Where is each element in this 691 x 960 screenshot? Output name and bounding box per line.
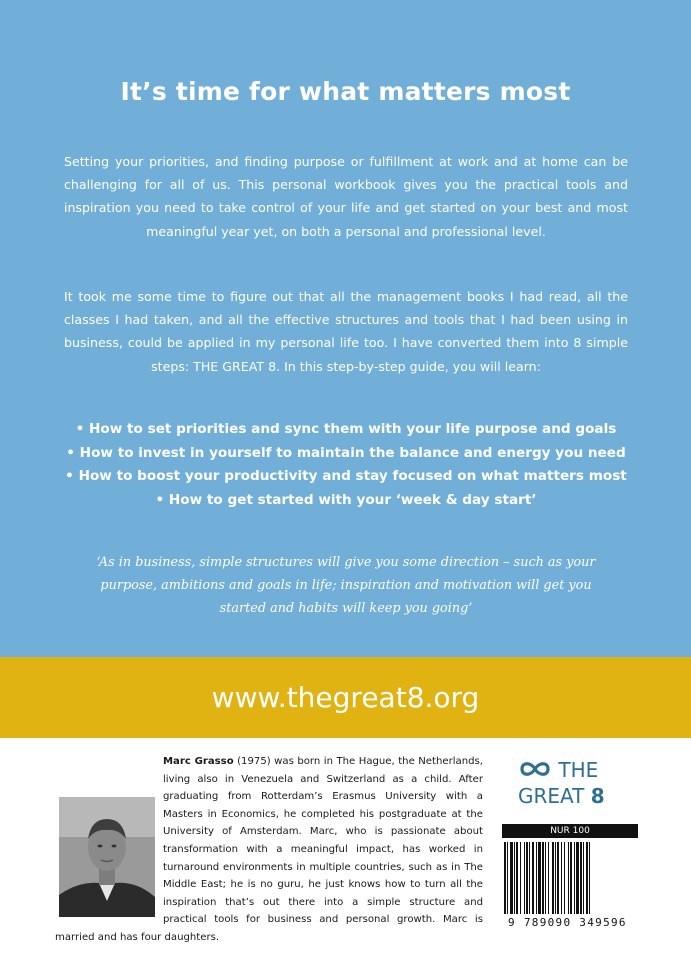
barcode-bar <box>589 842 590 914</box>
barcode-bar <box>576 842 579 914</box>
bullet-item: • How to invest in yourself to maintain the balance and energy you need <box>66 444 626 461</box>
bullet-item: • How to get started with your ‘week & day start’ <box>155 491 537 508</box>
author-name: Marc Grasso <box>163 756 234 767</box>
barcode <box>502 840 638 928</box>
isbn-number: 9 789090 349596 <box>508 916 627 929</box>
barcode-bar <box>561 842 562 914</box>
story-paragraph: It took me some time to figure out that all the management books I had read, all the classes I had taken, and all the effective structures and tools that I had been using in business, could be applied in my personal life too. I have converted them into 8 simple steps: THE GREAT 8. In this step-by-step guide, you will learn: <box>64 289 628 374</box>
barcode-bar <box>552 842 554 914</box>
infinity-icon <box>518 758 552 780</box>
barcode-bar <box>568 842 569 914</box>
nur-code: NUR 100 <box>502 824 638 838</box>
barcode-bar <box>526 842 528 914</box>
barcode-bar <box>520 842 521 914</box>
barcode-bar <box>524 842 525 914</box>
barcode-bar <box>555 842 556 914</box>
barcode-bar <box>574 842 575 914</box>
barcode-bar <box>516 842 518 914</box>
author-photo <box>59 797 155 917</box>
barcode-bar <box>548 842 549 914</box>
barcode-bar <box>570 842 572 914</box>
headline: It’s time for what matters most <box>120 77 571 106</box>
quote: ‘As in business, simple structures will give you some direction – such as your purpose, ambitions and goals in life; inspiration and motivation will get you started and habits will keep you going’ <box>96 555 596 617</box>
author-bio <box>55 753 483 947</box>
barcode-bar <box>504 842 506 914</box>
website-band <box>0 657 691 738</box>
intro-paragraph: Setting your priorities, and finding purpose or fulfillment at work and at home can be challenging for all of us. This personal workbook gives you the practical tools and inspiration you need to take control of your life and get started on your best and most meaningful year yet, on both a personal and professional level. <box>64 154 628 239</box>
barcode-bar <box>580 842 582 914</box>
barcode-bar <box>514 842 515 914</box>
barcode-bar <box>507 842 508 914</box>
barcode-bar <box>545 842 546 914</box>
logo-number: 8 <box>590 784 605 808</box>
bio-text: (1975) was born in The Hague, the Netherlands, living also in Venezuela and Switzerland as a child. After graduating from Rotterdam’s Erasmus University with a Masters in Economics, he completed his postgraduate at the University of Amsterdam. Marc, who is passionate about transformation with a meaningful impact, has worked in turnaround environments in multiple countries, such as in The Middle East; he is no guru, he just knows how to turn all the inspiration that’s out there into a simple structure and practical tools for business and personal growth. Marc is married and has four daughters. <box>55 756 483 943</box>
barcode-bar <box>510 842 513 914</box>
barcode-bar <box>583 842 584 914</box>
logo-line-2: GREAT 8 <box>518 784 605 808</box>
bullet-list <box>56 418 636 512</box>
barcode-bar <box>557 842 559 914</box>
barcode-bar <box>538 842 541 914</box>
bullet-item: • How to boost your productivity and stay focused on what matters most <box>65 468 627 485</box>
barcode-bar <box>586 842 588 914</box>
barcode-bar <box>536 842 537 914</box>
brand-logo <box>518 758 628 810</box>
barcode-bar <box>542 842 544 914</box>
barcode-bar <box>532 842 534 914</box>
website-link[interactable]: www.thegreat8.org <box>211 681 480 714</box>
bullet-item: • How to set priorities and sync them with your life purpose and goals <box>75 421 617 437</box>
logo-line-1: THE <box>518 758 598 782</box>
barcode-bar <box>564 842 565 914</box>
barcode-bar <box>529 842 530 914</box>
